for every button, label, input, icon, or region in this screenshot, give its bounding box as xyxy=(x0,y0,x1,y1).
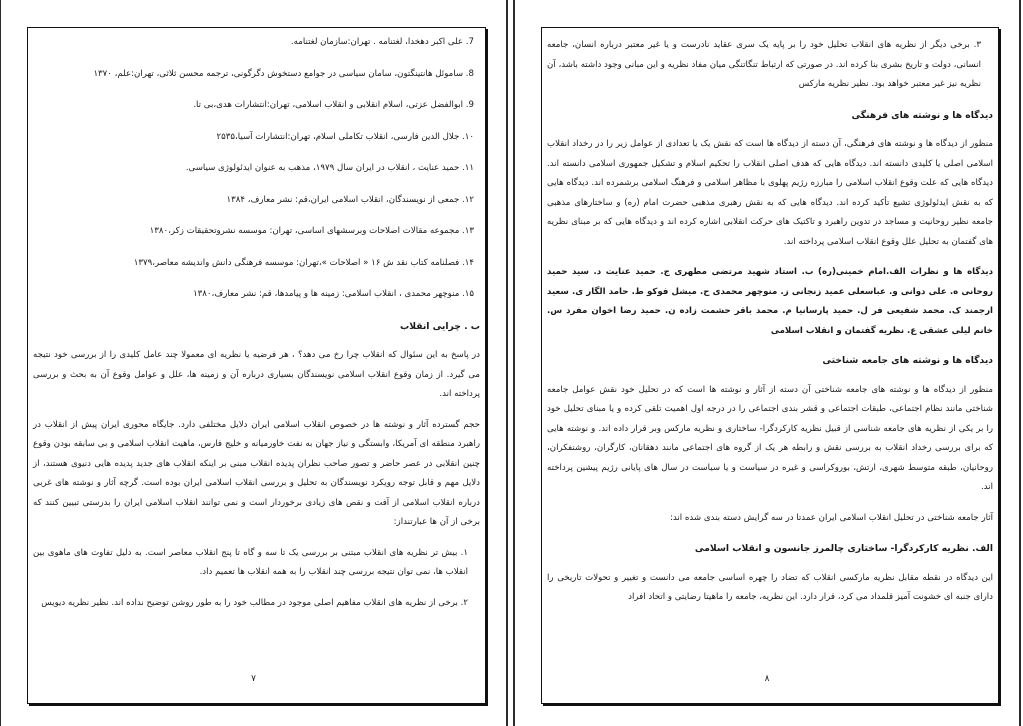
heading-functional-theory: الف. نظریه کارکردگرا- ساختاری چالمرز جانسون و انقلاب اسلامی xyxy=(694,543,993,554)
page-number: ۷ xyxy=(251,674,256,684)
page-number: ۸ xyxy=(764,674,770,684)
numbered-item: ۲. برخی از نظریه های انقلاب مفاهیم اصلی موجود در مطالب خود را به طور روشن توضیح نداده اند. نظیر نظریه دیویس xyxy=(41,597,468,608)
heading-cultural-views: دیدگاه ها و نوشته های فرهنگی xyxy=(851,109,993,121)
numbered-item: ۱. بیش تر نظریه های انقلاب مبتنی بر بررسی یک تا سه و گاه تا پنج انقلاب معاصر است. به دلیل تفاوت های ماهوی بین انقلاب ها، نمی توان نتیجه بررسی چند انقلاب را به همه انقلاب ها تعمیم داد. xyxy=(33,547,468,577)
left-page xyxy=(0,0,508,726)
reference-item: ۱۵. منوچهر محمدی ، انقلاب اسلامی: زمینه ها و پیامدها، قم: نشر معارف،۱۳۸۰ xyxy=(193,289,474,299)
reference-item: 7. علی اکبر دهخدا، لغتنامه . تهران:سازمان لغتنامه. xyxy=(290,37,474,47)
reference-item: ۱۴. فصلنامه کتاب نقد ش ۱۶ « اصلاحات »،تهران: موسسه فرهنگی دانش واندیشه معاصر،۱۳۷۹ xyxy=(133,257,474,268)
paragraph: منظور از دیدگاه ها و نوشته های فرهنگی، آن دسته از دیدگاه ها است که نقش یک یا تعدادی از عوامل زیر را در رخداد انقلاب اسلامی اصلی یا کلیدی دانسته اند. دیدگاه هایی که هدف اصلی انقلاب را تحکیم اسلام و تشکیل جمهوری اسلامی دانسته اند. دیدگاه هایی که علت وقوع انقلاب اسلامی را مبارزه رژیم پهلوی با مظاهر اسلامی و فرهنگ اسلامی برشمرده اند. دیدگاه هایی که به نقش ایدئولوژی تشیع تأکید کرده اند. دیدگاه هایی که به نقش رهبری مذهبی حضرت امام (ره) و ساختارهای مذهبی جامعه نظیر روحانیت و مساجد در تدوین راهبرد و تاکتیک های حرکت انقلابی اشاره کرده اند و دیدگاه هایی که بر مبنای نظریه های گفتمان به تحلیل علل وقوع انقلاب اسلامی پرداخته اند. xyxy=(547,139,993,247)
paragraph: آثار جامعه شناختی در تحلیل انقلاب اسلامی ایران عمدتا در سه گرایش دسته بندی شده اند: xyxy=(669,512,993,523)
section-heading-why-revolution: ب . چرایی انقلاب xyxy=(400,320,480,332)
left-page-content xyxy=(33,33,480,624)
paragraph: در پاسخ به این سئوال که انقلاب چرا رخ می دهد؟ ، هر فرضیه یا نظریه ای معمولا چند عامل کلیدی را از بررسی خود نتیجه می گیرد. از زمان وقوع انقلاب اسلامی نویسندگان بسیاری درباره آن و زمینه ها، علل و عوامل وقوع آن به بحث و بررسی پرداخته اند. xyxy=(33,350,480,399)
reference-item: 9. ابوالفضل عزتی، اسلام انقلابی و انقلاب اسلامی، تهران:انتشارات هدی،بی تا. xyxy=(193,100,474,110)
reference-item: 8. ساموئل هانتینگتون، سامان سیاسی در جوامع دستخوش دگرگونی، ترجمه محسن ثلاثی، تهران:علم، ۱۳۷۰ xyxy=(93,68,474,79)
right-page xyxy=(513,0,1021,726)
right-page-content xyxy=(547,36,993,619)
heading-sociological-views: دیدگاه ها و نوشته های جامعه شناختی xyxy=(822,355,993,366)
paragraph: حجم گسترده آثار و نوشته ها در خصوص انقلاب اسلامی ایران دلایل مختلفی دارد. جایگاه محوری ایران پیش از انقلاب در راهبرد منطقه ای آمریکا، وابستگی و نیاز جهان به نفت خاورمیانه و خلیج فارس، ماهیت انقلاب اسلامی و بی سابقه بودن وقوع چنین انقلابی در عصر حاضر و تصور صاحب نظران پدیده انقلاب مبنی بر اینکه انقلاب های جدید پدیده هایی دنیوی هستند، از دلایل مهم و قابل توجه رویکرد نویسندگان به تحلیل و بررسی انقلاب اسلامی ایران بوده است. گرچه آثار و نوشته های غربی درباره انقلاب اسلامی از آفت و نقص های زیادی برخوردار است و نمی توانند انقلاب اسلامی ایران را بدرستی تبیین کنند که برخی از آن ها عبارتنداز: xyxy=(33,419,480,527)
authors-list: دیدگاه ها و نظرات الف.امام خمینی(ره) ب. استاد شهید مرتضی مطهری ج. حمید عنایت د. سید حمید روحانی ه. علی دوانی و. عباسعلی عمید زنجانی ز. منوچهر محمدی ح. میشل فوکو ط. حامد الگار ی. سعید ارجمند ک. محمد شفیعی فر ل. حمید پارسانیا م. محمد باقر حشمت زاده ن. حمید رضا اخوان مفرد س. خانم لیلی عشقی ع. نظریه گفتمان و انقلاب اسلامی xyxy=(547,267,993,336)
reference-item: ۱۱. حمید عنایت ، انقلاب در ایران سال ۱۹۷۹، مذهب به عنوان ایدئولوژی سیاسی. xyxy=(185,163,474,173)
reference-item: ۱۰. جلال الدین فارسی، انقلاب تکاملی اسلام، تهران:انتشارات آسیا،۲۵۳۵ xyxy=(216,131,474,142)
reference-item: ۱۲. جمعی از نویسندگان، انقلاب اسلامی ایران،قم: نشر معارف، ۱۳۸۴ xyxy=(226,194,474,205)
reference-item: ۱۳. مجموعه مقالات اصلاحات وبرسشهای اساسی، تهران: موسسه نشروتحقیقات زکر،۱۳۸۰ xyxy=(149,226,474,236)
numbered-item: ۳. برخی دیگر از نظریه های انقلاب تحلیل خود را بر پایه یک سری عقاید نادرست و یا غیر معتبر درباره انسان، جامعه انسانی، دولت و تاریخ بشری بنا کرده اند. در صورتی که ارتباط تنگاتنگی میان مفاد نظریه و این مبانی وجود داشته باشد، آن نظریه نیز غیر معتبر خواهد بود. نظیر نظریه مارکس xyxy=(547,40,981,89)
paragraph: منظور از دیدگاه ها و نوشته های جامعه شناختی آن دسته از آثار و نوشته ها است که در تحلیل خود نقش عوامل جامعه شناختی مانند نظام اجتماعی، طبقات اجتماعی و قشر بندی اجتماعی را در درجه اول اهمیت تلقی کرده و یا مبنای تحلیل خود را بر یکی از نظریه های جامعه شناسی از قبیل نظریه کارکردگرا- ساختاری و نظریه مارکس وبر قرار داده اند. و نوشته هایی که برای بررسی رخداد انقلاب به بررسی نقش و رابطه هر یک از گروه های اجتماعی مانند دهقانان، کارگران، روشنفکران، روحانیان، طبقه متوسط شهری، ارتش، بوروکراسی و غیره در سیاست و یا سیاست در سال های پایانی رژیم پیشین پرداخته اند. xyxy=(547,384,993,492)
paragraph: این دیدگاه در نقطه مقابل نظریه مارکسی انقلاب که تضاد را چهره اساسی جامعه می دانست و تغییر و تحولات تاریخی را دارای جنبه ای خشونت آمیز قلمداد می کرد، قرار دارد. این نظریه، جامعه را ماهیتا رضایتی و اتحاد افراد xyxy=(547,572,993,602)
